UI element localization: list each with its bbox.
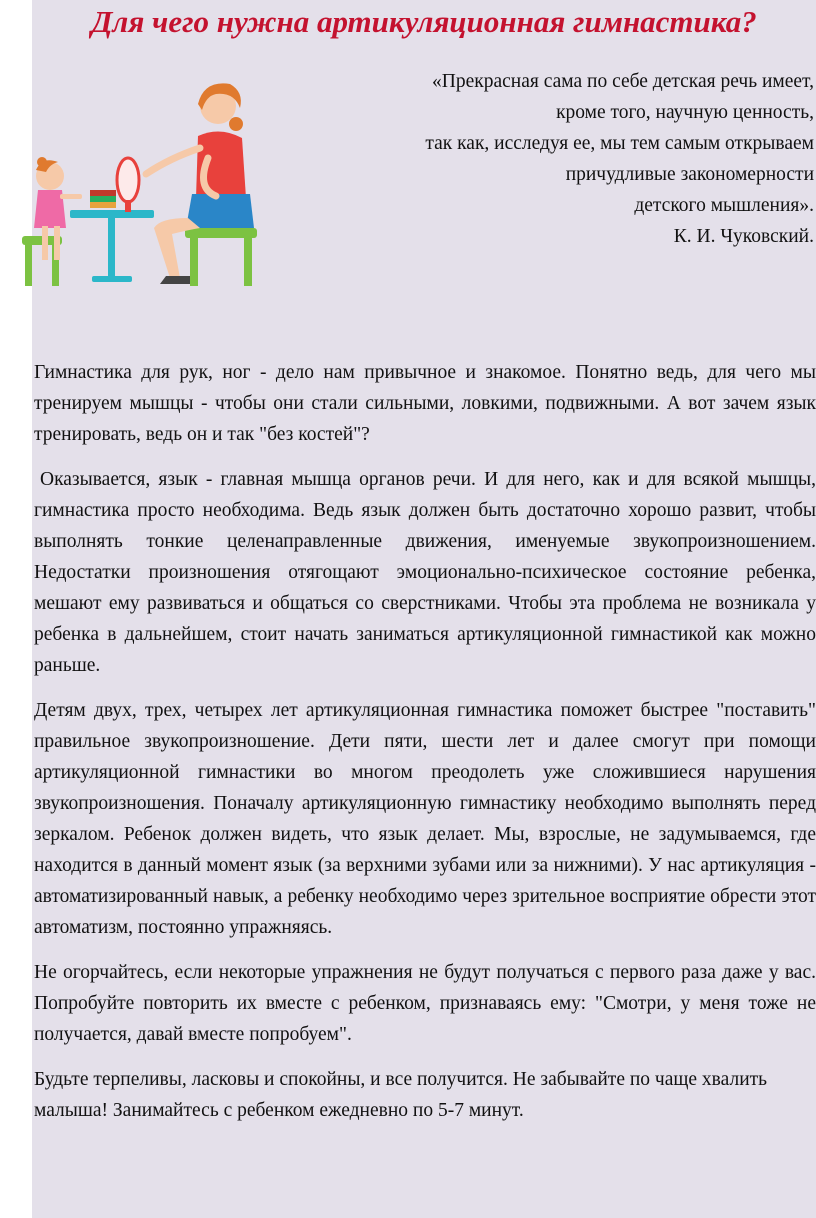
- paragraph-why-tongue: Оказывается, язык - главная мышца органов речи. И для него, как и для всякой мышцы, гимнастика просто необходима. Ведь язык должен быть достаточно хорошо развит, чтобы выполнять тонкие целенаправленные движения, именуемые звукопроизношением. Недостатки произношения отягощают эмоционально-психическое состояние ребенка, мешают ему развиваться и общаться со сверстниками. Чтобы эта проблема не возникала у ребенка в дальнейшем, стоит начать заниматься артикуляционной гимнастикой как можно раньше.: [34, 469, 816, 676]
- quote-line: детского мышления».: [634, 195, 814, 216]
- paragraph-intro: Гимнастика для рук, ног - дело нам привычное и знакомое. Понятно ведь, для чего мы тренируем мышцы - чтобы они стали сильными, ловкими, подвижными. А вот зачем язык тренировать, ведь он и так "без костей"?: [34, 362, 816, 445]
- paragraph-age-benefits: Детям двух, трех, четырех лет артикуляционная гимнастика поможет быстрее "поставить" правильное звукопроизношение. Дети пяти, шести лет и далее смогут при помощи артикуляционной гимнастики во многом преодолеть уже сложившиеся нарушения звукопроизношения. Поначалу артикуляционную гимнастику необходимо выполнять перед зеркалом. Ребенок должен видеть, что язык делает. Мы, взрослые, не задумываемся, где находится в данный момент язык (за верхними зубами или за нижними). У нас артикуляция - автоматизированный навык, а ребенку необходимо через зрительное восприятие обрести этот автоматизм, постоянно упражняясь.: [34, 700, 816, 938]
- quote-author: К. И. Чуковский.: [673, 226, 814, 247]
- paragraph-encouragement: Не огорчайтесь, если некоторые упражнения не будут получаться с первого раза даже у вас. Попробуйте повторить их вместе с ребенком, признаваясь ему: "Смотри, у меня тоже не получается, давай вместе попробуем".: [34, 962, 816, 1045]
- quote-line: кроме того, научную ценность,: [556, 102, 814, 123]
- mirror-icon: [117, 158, 139, 212]
- quote-line: так как, исследуя ее, мы тем самым открываем: [425, 133, 814, 154]
- article-body: [34, 357, 816, 1126]
- paragraph-advice: Будьте терпеливы, ласковы и спокойны, и все получится. Не забывайте по чаще хвалить малыша! Занимайтесь с ребенком ежедневно по 5-7 минут.: [34, 1069, 768, 1121]
- quote-line: «Прекрасная сама по себе детская речь имеет,: [432, 71, 814, 92]
- table-icon: [70, 210, 154, 282]
- illustration: [20, 78, 270, 293]
- epigraph-quote: [344, 66, 814, 252]
- quote-line: причудливые закономерности: [565, 164, 814, 185]
- teacher-and-child-with-mirror-illustration: [20, 78, 270, 293]
- books-icon: [90, 190, 116, 208]
- page-title: Для чего нужна артикуляционная гимнастика?: [91, 4, 757, 39]
- teacher-stool-icon: [185, 228, 257, 286]
- teacher-figure-icon: [146, 83, 254, 284]
